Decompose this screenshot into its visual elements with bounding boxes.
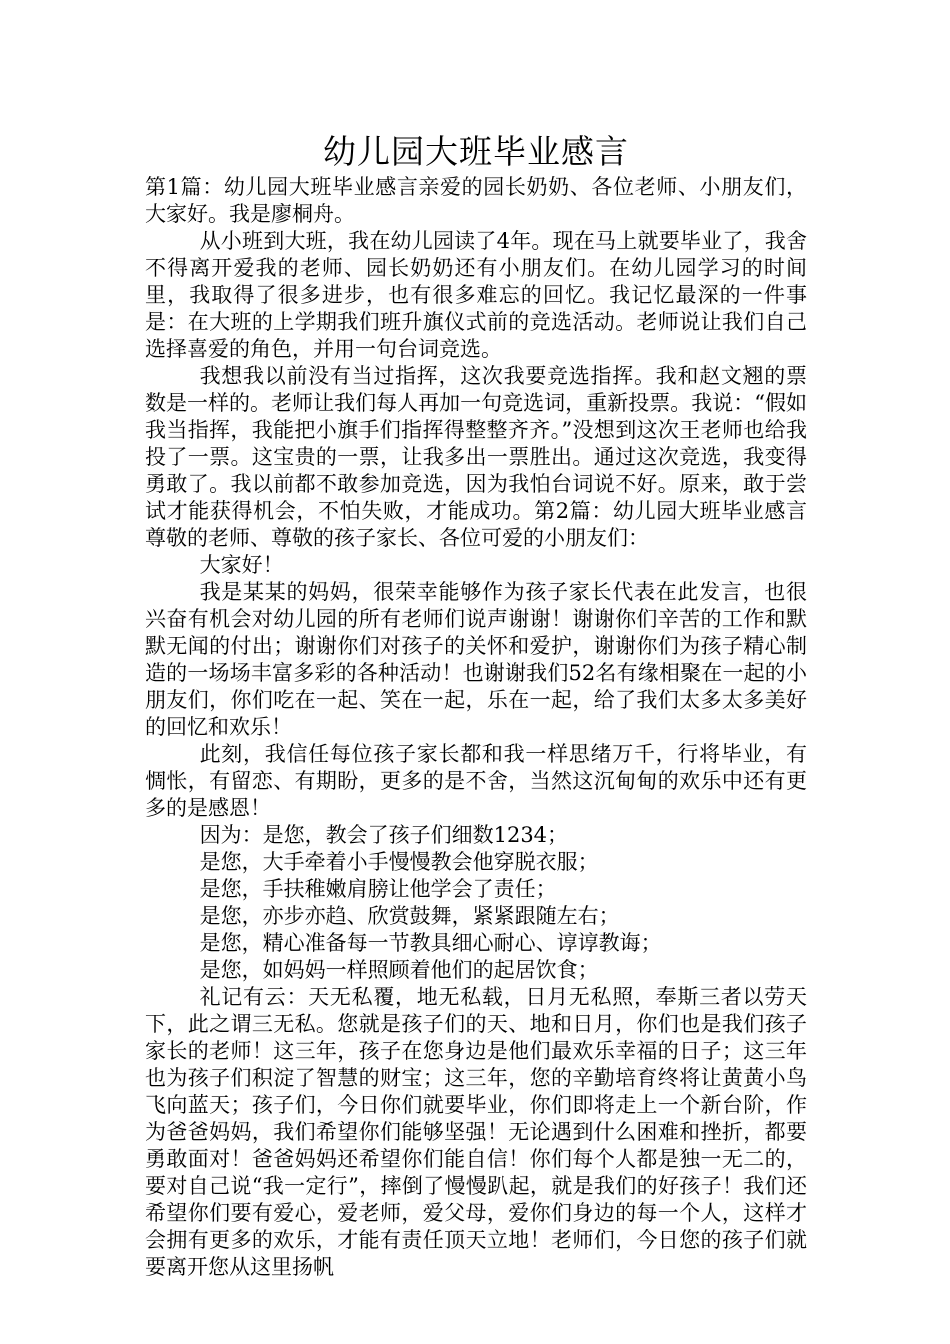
paragraph: 因为：是您，教会了孩子们细数1234； bbox=[199, 823, 569, 847]
paragraph: 此刻，我信任每位孩子家长都和我一样思绪万千，行将毕业，有惆怅，有留恋、有期盼，更多的是不舍，当然这沉甸甸的欢乐中还有更多的是感恩！ bbox=[145, 742, 807, 820]
paragraph: 从小班到大班，我在幼儿园读了4年。现在马上就要毕业了，我舍不得离开爱我的老师、园长奶奶还有小朋友们。在幼儿园学习的时间里，我取得了很多进步，也有很多难忘的回忆。我记忆最深的一件事是：在大班的上学期我们班升旗仪式前的竞选活动。老师说让我们自己选择喜爱的角色，并用一句台词竞选。 bbox=[145, 229, 807, 361]
paragraph: 第1篇：幼儿园大班毕业感言亲爱的园长奶奶、各位老师、小朋友们，大家好。我是廖桐舟。 bbox=[145, 175, 807, 226]
document-title: 幼儿园大班毕业感言 bbox=[323, 132, 629, 171]
paragraph: 是您，大手牵着小手慢慢教会他穿脱衣服； bbox=[199, 850, 599, 874]
paragraph: 礼记有云：天无私覆，地无私载，日月无私照，奉斯三者以劳天下，此之谓三无私。您就是孩子们的天、地和日月，你们也是我们孩子家长的老师！这三年，孩子在您身边是他们最欢乐幸福的日子；这三年也为孩子们积淀了智慧的财宝；这三年，您的辛勤培育终将让黄黄小鸟飞向蓝天；孩子们，今日你们就要毕业，你们即将走上一个新台阶，作为爸爸妈妈，我们希望你们能够坚强！无论遇到什么困难和挫折，都要勇敢面对！爸爸妈妈还希望你们能自信！你们每个人都是独一无二的，要对自己说“我一定行”，摔倒了慢慢趴起，就是我们的好孩子！我们还希望你们要有爱心，爱老师，爱父母，爱你们身边的每一个人，这样才会拥有更多的欢乐，才能有责任顶天立地！老师们，今日您的孩子们就要离开您从这里扬帆 bbox=[145, 985, 807, 1279]
paragraph: 我是某某的妈妈，很荣幸能够作为孩子家长代表在此发言，也很兴奋有机会对幼儿园的所有老师们说声谢谢！谢谢你们辛苦的工作和默默无闻的付出；谢谢你们对孩子的关怀和爱护，谢谢你们为孩子精心制造的一场场丰富多彩的各种活动！也谢谢我们52名有缘相聚在一起的小朋友们，你们吃在一起、笑在一起，乐在一起，给了我们太多太多美好的回忆和欢乐！ bbox=[145, 580, 807, 739]
document-body bbox=[145, 174, 807, 1281]
paragraph: 大家好！ bbox=[199, 553, 284, 577]
paragraph: 我想我以前没有当过指挥，这次我要竞选指挥。我和赵文翘的票数是一样的。老师让我们每人再加一句竞选词，重新投票。我说：“假如我当指挥，我能把小旗手们指挥得整整齐齐。”没想到这次王老师也给我投了一票。这宝贵的一票，让我多出一票胜出。通过这次竞选，我变得勇敢了。我以前都不敢参加竞选，因为我怕台词说不好。原来，敢于尝试才能获得机会，不怕失败，才能成功。第2篇：幼儿园大班毕业感言尊敬的老师、尊敬的孩子家长、各位可爱的小朋友们： bbox=[145, 364, 807, 550]
paragraph: 是您，亦步亦趋、欣赏鼓舞，紧紧跟随左右； bbox=[199, 904, 620, 928]
document-page bbox=[145, 130, 807, 1281]
paragraph: 是您，如妈妈一样照顾着他们的起居饮食； bbox=[199, 958, 599, 982]
paragraph: 是您，精心准备每一节教具细心耐心、谆谆教诲； bbox=[199, 931, 662, 955]
paragraph: 是您，手扶稚嫩肩膀让他学会了责任； bbox=[199, 877, 557, 901]
